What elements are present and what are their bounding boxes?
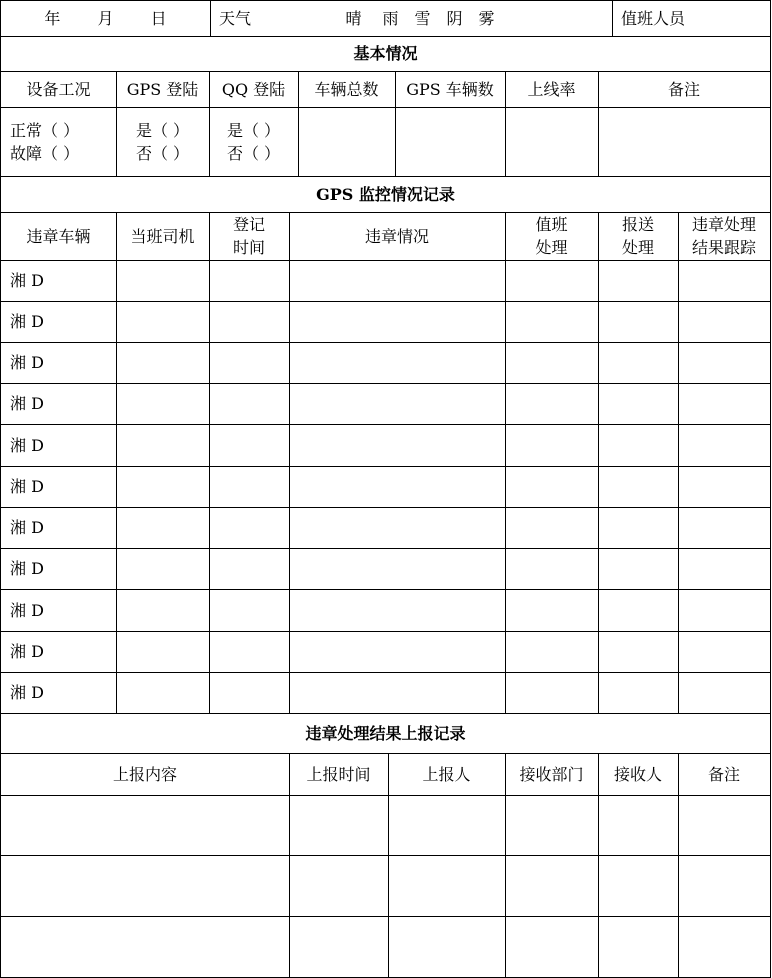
- basic-col-gps-login: GPS 登陆: [126, 79, 199, 99]
- monitor-col-vehicle: 违章车辆: [26, 226, 91, 246]
- basic-col-qq-login: QQ 登陆: [221, 79, 286, 99]
- grid-line: [388, 753, 389, 978]
- weather-label: 天气: [219, 9, 252, 28]
- grid-line: [395, 71, 396, 177]
- grid-line: [505, 71, 506, 177]
- grid-line: [505, 753, 506, 978]
- duty-person-label: 值班人员: [621, 9, 686, 28]
- violation-vehicle-plate: 湘 D: [10, 353, 44, 372]
- violation-vehicle-plate: 湘 D: [10, 477, 44, 496]
- monitor-col-result-tracking: 违章处理 结果跟踪: [691, 215, 756, 257]
- basic-col-equipment: 设备工况: [26, 79, 91, 99]
- grid-line: [0, 916, 771, 917]
- basic-col-vehicle-total: 车辆总数: [314, 79, 379, 99]
- grid-line: [116, 212, 117, 714]
- grid-line: [770, 0, 771, 978]
- basic-col-remarks: 备注: [667, 79, 700, 99]
- grid-line: [210, 0, 211, 37]
- grid-line: [209, 71, 210, 177]
- grid-line: [298, 71, 299, 177]
- report-col-receiver: 接收人: [613, 764, 662, 784]
- monitor-col-register-time: 登记 时间: [232, 215, 265, 257]
- violation-vehicle-plate: 湘 D: [10, 435, 44, 455]
- violation-vehicle-plate: 湘 D: [10, 683, 44, 702]
- monitor-col-report-handling: 报送 处理: [621, 215, 654, 257]
- monitor-section-title: GPS 监控情况记录: [316, 184, 455, 204]
- violation-vehicle-plate: 湘 D: [10, 600, 44, 620]
- equipment-status-options: 正常（ ） 故障（ ）: [10, 120, 80, 163]
- grid-line: [289, 753, 290, 978]
- qq-login-options: 是（ ） 否（ ）: [226, 120, 281, 163]
- grid-line: [209, 212, 210, 714]
- grid-line: [0, 0, 1, 978]
- grid-line: [505, 212, 506, 714]
- violation-vehicle-plate: 湘 D: [10, 271, 44, 290]
- violation-vehicle-plate: 湘 D: [10, 312, 44, 331]
- grid-line: [678, 212, 679, 714]
- grid-line: [289, 212, 290, 714]
- grid-line: [0, 36, 771, 37]
- grid-line: [598, 753, 599, 978]
- monitor-col-duty-handling: 值班 处理: [535, 215, 568, 257]
- report-col-time: 上报时间: [306, 764, 371, 784]
- report-col-content: 上报内容: [112, 764, 177, 784]
- grid-line: [678, 753, 679, 978]
- grid-line: [0, 795, 771, 796]
- grid-line: [598, 212, 599, 714]
- violation-vehicle-plate: 湘 D: [10, 559, 44, 578]
- date-field: 年 月 日: [44, 9, 167, 28]
- grid-line: [0, 0, 771, 1]
- monitor-col-violation: 违章情况: [364, 226, 429, 246]
- violation-vehicle-plate: 湘 D: [10, 394, 44, 413]
- report-col-receiving-dept: 接收部门: [519, 764, 584, 784]
- report-col-reporter: 上报人: [422, 764, 471, 784]
- basic-col-online-rate: 上线率: [527, 79, 576, 99]
- grid-line: [612, 0, 613, 37]
- violation-vehicle-plate: 湘 D: [10, 518, 44, 537]
- basic-col-gps-vehicles: GPS 车辆数: [406, 79, 494, 99]
- basic-section-title: 基本情况: [353, 44, 418, 63]
- grid-line: [116, 71, 117, 177]
- monitor-col-driver: 当班司机: [130, 226, 195, 246]
- report-col-remarks: 备注: [707, 764, 740, 784]
- report-section-title: 违章处理结果上报记录: [305, 723, 466, 743]
- grid-line: [598, 71, 599, 177]
- weather-options: 晴 雨 雪 阴 雾: [345, 9, 495, 28]
- violation-vehicle-plate: 湘 D: [10, 642, 44, 661]
- gps-login-options: 是（ ） 否（ ）: [135, 120, 190, 163]
- grid-line: [0, 753, 771, 754]
- grid-line: [0, 855, 771, 856]
